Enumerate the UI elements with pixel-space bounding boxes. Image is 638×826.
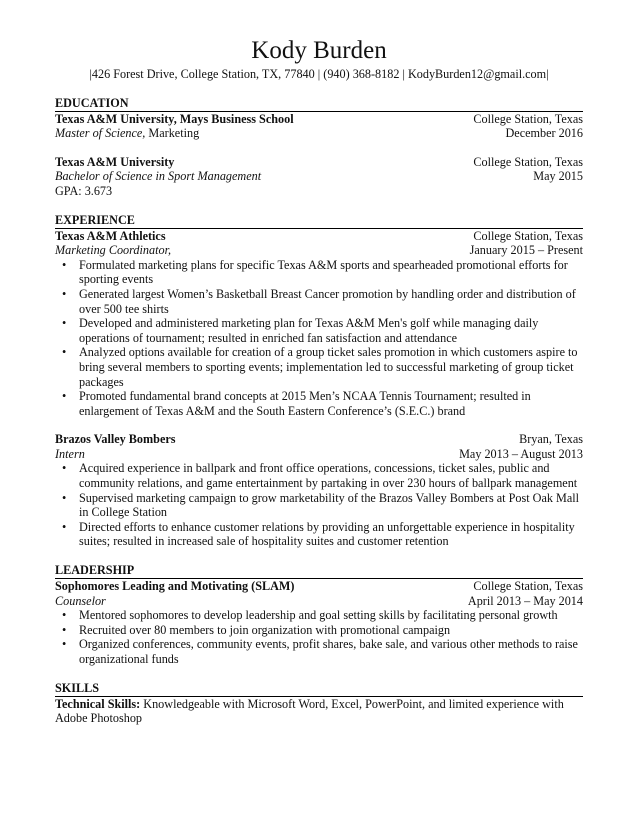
bullet-item: • Formulated marketing plans for specific Texas A&M sports and spearheaded promotional efforts for sporting events [79,258,583,287]
education-entry [55,155,583,199]
entry-role-rest: Marketing [145,126,200,141]
experience-section [55,213,583,549]
entry-location: College Station, Texas [473,579,583,594]
entry-role: Bachelor of Science in Sport Management [55,169,262,184]
experience-entry [55,432,583,549]
bullet-list [55,258,583,419]
bullet-item: • Directed efforts to enhance customer relations by providing an unforgettable experience in hospitality suites; resulted in increased sale of hospitality suites and customer retention [79,520,583,549]
entry-location: College Station, Texas [473,154,583,169]
leadership-section [55,563,583,667]
entry-role: Counselor [55,593,106,608]
entry-org: Texas A&M University [55,154,175,169]
resume-name: Kody Burden [251,37,387,64]
entry-location: Bryan, Texas [519,432,583,447]
bullet-item: • Supervised marketing campaign to grow marketability of the Brazos Valley Bombers at Post Oak Mall in College Station [79,491,583,520]
experience-heading: EXPERIENCE [55,213,583,229]
entry-date: May 2013 – August 2013 [459,446,583,461]
entry-org: Texas A&M Athletics [55,228,166,243]
entry-role: Master of Science, [55,126,146,141]
entry-date: May 2015 [533,169,583,184]
education-heading: EDUCATION [55,96,583,112]
entry-role: Marketing Coordinator, [55,243,172,258]
entry-org: Brazos Valley Bombers [55,432,176,447]
experience-entry [55,229,583,419]
leadership-heading: LEADERSHIP [55,563,583,579]
entry-degree [55,126,199,141]
bullet-item: • Acquired experience in ballpark and front office operations, concessions, ticket sales, public and community relations, and game entertainment by partaking in over 230 hours of ballpark management [79,461,583,490]
skills-label: Technical Skills: [55,696,141,711]
entry-gpa: GPA: 3.673 [55,183,113,198]
entry-location: College Station, Texas [473,111,583,126]
entry-org: Texas A&M University, Mays Business School [55,111,294,126]
bullet-item: • Promoted fundamental brand concepts at 2015 Men’s NCAA Tennis Tournament; resulted in enlargement of Texas A&M and the South Eastern Conference’s (S.E.C.) brand [79,389,583,418]
leadership-entry [55,579,583,667]
bullet-item: • Developed and administered marketing plan for Texas A&M Men's golf while managing daily operations of tournament; resulted in enriched fan satisfaction and attendance [79,316,583,345]
skills-section [55,681,583,726]
bullet-list [55,461,583,549]
entry-date: January 2015 – Present [469,243,583,258]
entry-org: Sophomores Leading and Motivating (SLAM) [55,579,295,594]
bullet-item: • Analyzed options available for creation of a group ticket sales promotion in which customers aspire to bring several members to sporting events; implementation led to successful marketing of group ticket packages [79,345,583,389]
entry-date: April 2013 – May 2014 [467,593,583,608]
contact-line: |426 Forest Drive, College Station, TX, 77840 | (940) 368-8182 | KodyBurden12@gmail.com| [89,67,549,81]
entry-role: Intern [55,446,85,461]
bullet-item: • Recruited over 80 members to join organization with promotional campaign [79,623,583,638]
skills-heading: SKILLS [55,681,583,697]
bullet-item: • Generated largest Women’s Basketball Breast Cancer promotion by handling order and distribution of over 500 tee shirts [79,287,583,316]
bullet-item: • Mentored sophomores to develop leadership and goal setting skills by facilitating personal growth [79,608,583,623]
skills-line [55,697,583,726]
bullet-item: • Organized conferences, community events, profit shares, bake sale, and various other methods to raise organizational funds [79,637,583,666]
skills-text: Knowledgeable with Microsoft Word, Excel, PowerPoint, and limited experience with Adobe Photoshop [55,696,564,726]
education-section [55,96,583,199]
entry-date: December 2016 [505,126,583,141]
entry-location: College Station, Texas [473,228,583,243]
bullet-list [55,608,583,666]
education-entry [55,112,583,141]
